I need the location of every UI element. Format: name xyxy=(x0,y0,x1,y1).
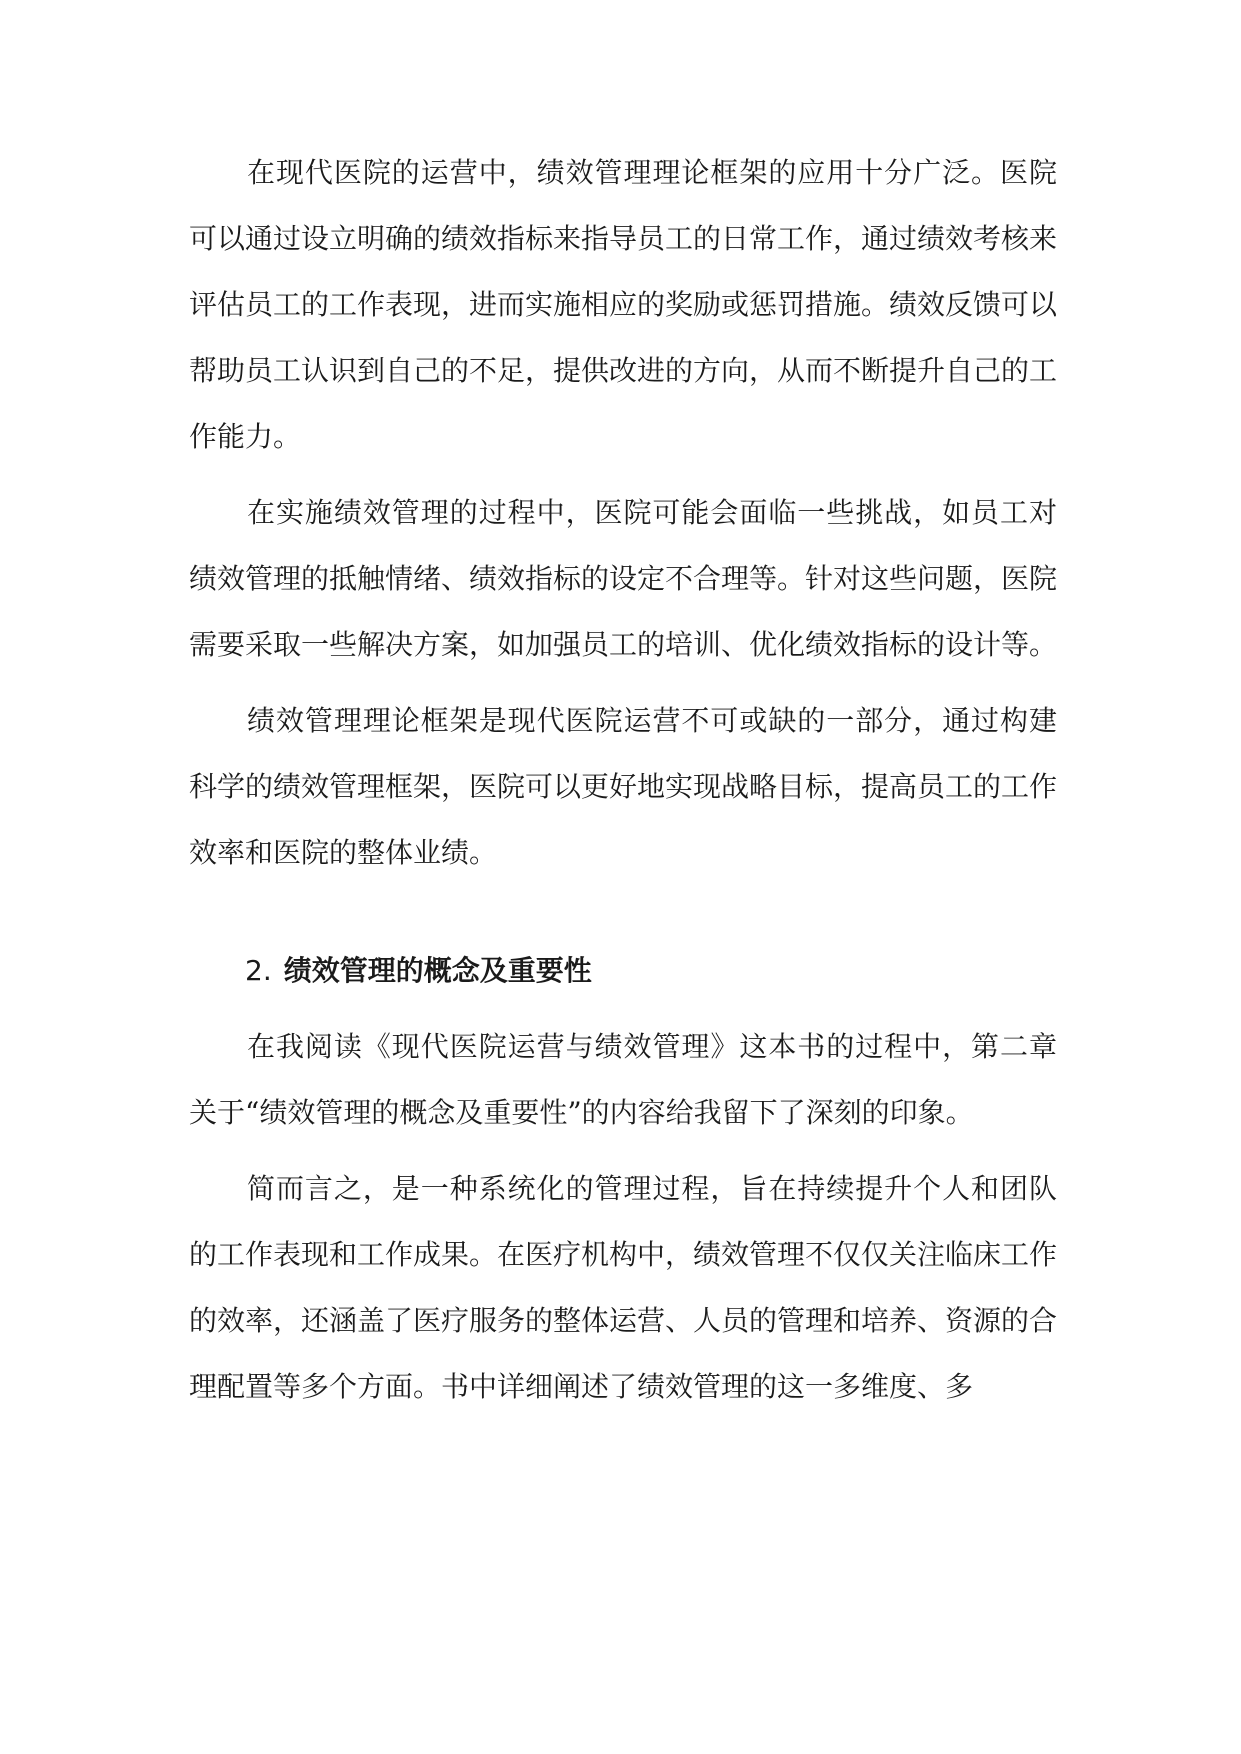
body-paragraph-2: 在实施绩效管理的过程中，医院可能会面临一些挑战，如员工对绩效管理的抵触情绪、绩效指标的设定不合理等。针对这些问题，医院需要采取一些解决方案，如加强员工的培训、优化绩效指标的设计等。 xyxy=(189,496,1058,661)
document-page xyxy=(189,140,1057,1430)
section-heading xyxy=(245,938,1057,1004)
section-title: 绩效管理的概念及重要性 xyxy=(283,954,592,987)
body-paragraph-1: 在现代医院的运营中，绩效管理理论框架的应用十分广泛。医院可以通过设立明确的绩效指标来指导员工的日常工作，通过绩效考核来评估员工的工作表现，进而实施相应的奖励或惩罚措施。绩效反馈可以帮助员工认识到自己的不足，提供改进的方向，从而不断提升自己的工作能力。 xyxy=(189,156,1058,453)
section-number: 2. xyxy=(245,954,272,987)
body-paragraph-4: 在我阅读《现代医院运营与绩效管理》这本书的过程中，第二章关于“绩效管理的概念及重要性”的内容给我留下了深刻的印象。 xyxy=(189,1030,1057,1129)
body-paragraph-3: 绩效管理理论框架是现代医院运营不可或缺的一部分，通过构建科学的绩效管理框架，医院可以更好地实现战略目标，提高员工的工作效率和医院的整体业绩。 xyxy=(189,704,1058,869)
body-paragraph-5: 简而言之，是一种系统化的管理过程，旨在持续提升个人和团队的工作表现和工作成果。在医疗机构中，绩效管理不仅仅关注临床工作的效率，还涵盖了医疗服务的整体运营、人员的管理和培养、资源的合理配置等多个方面。书中详细阐述了绩效管理的这一多维度、多 xyxy=(189,1172,1058,1403)
